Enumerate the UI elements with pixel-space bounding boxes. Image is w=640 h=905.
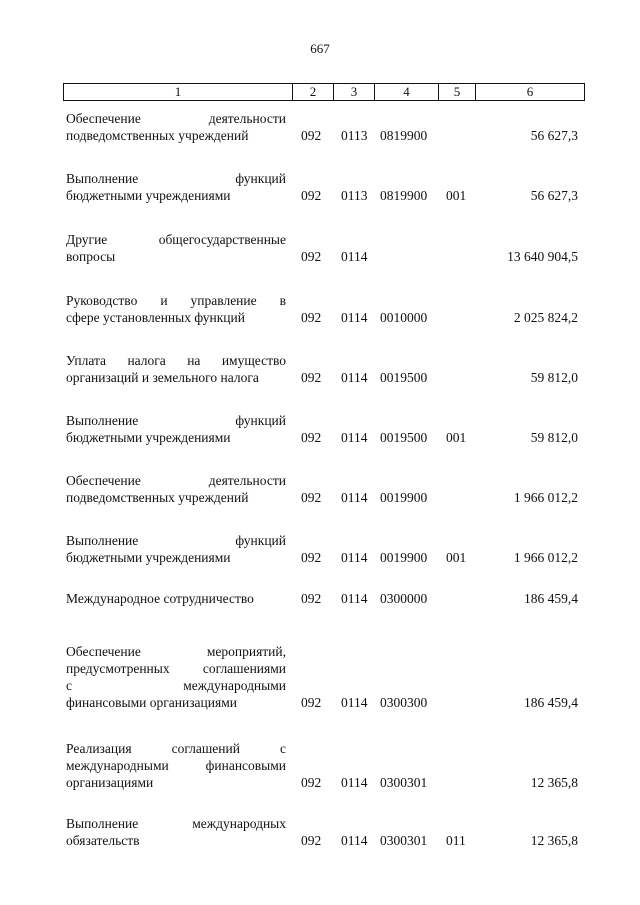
description-line: Другие общегосударственные <box>66 232 286 247</box>
cell-c6: 59 812,0 <box>530 430 578 445</box>
cell-c2: 092 <box>301 249 322 264</box>
description-line: бюджетными учреждениями <box>66 188 231 203</box>
cell-c6: 2 025 824,2 <box>513 310 578 325</box>
cell-c3: 0114 <box>341 249 368 264</box>
row-description <box>66 110 286 144</box>
description-line: Обеспечение деятельности <box>66 111 286 126</box>
cell-c6: 56 627,3 <box>530 128 578 143</box>
column-header-6: 6 <box>476 84 585 101</box>
cell-c3: 0114 <box>341 370 368 385</box>
row-description <box>66 170 286 204</box>
cell-c5: 011 <box>446 833 466 848</box>
cell-c5: 001 <box>446 188 467 203</box>
cell-c4: 0300000 <box>380 591 428 606</box>
cell-c6: 56 627,3 <box>530 188 578 203</box>
cell-c2: 092 <box>301 188 322 203</box>
row-description <box>66 532 286 566</box>
description-line: Выполнение функций <box>66 533 286 548</box>
cell-c3: 0114 <box>341 310 368 325</box>
cell-c2: 092 <box>301 370 322 385</box>
row-description <box>66 352 286 386</box>
cell-c2: 092 <box>301 128 322 143</box>
cell-c6: 13 640 904,5 <box>507 249 578 264</box>
description-line: подведомственных учреждений <box>66 128 249 143</box>
column-header-4: 4 <box>375 84 439 101</box>
cell-c4: 0300300 <box>380 695 428 710</box>
description-line: Реализация соглашений с <box>66 741 286 756</box>
cell-c2: 092 <box>301 310 322 325</box>
column-header-3: 3 <box>334 84 375 101</box>
row-description <box>66 472 286 506</box>
cell-c4: 0010000 <box>380 310 428 325</box>
cell-c2: 092 <box>301 490 322 505</box>
page-number: 667 <box>310 41 330 56</box>
cell-c4: 0019900 <box>380 550 428 565</box>
cell-c2: 092 <box>301 833 322 848</box>
description-line: сфере установленных функций <box>66 310 245 325</box>
description-line: Международное сотрудничество <box>66 591 254 606</box>
cell-c3: 0113 <box>341 188 368 203</box>
description-line: Выполнение функций <box>66 171 286 186</box>
cell-c2: 092 <box>301 591 322 606</box>
cell-c3: 0114 <box>341 695 368 710</box>
cell-c3: 0114 <box>341 591 368 606</box>
cell-c3: 0113 <box>341 128 368 143</box>
description-line: организациями <box>66 775 154 790</box>
description-line: Выполнение функций <box>66 413 286 428</box>
cell-c6: 1 966 012,2 <box>513 490 578 505</box>
description-line: Выполнение международных <box>66 816 286 831</box>
cell-c6: 59 812,0 <box>530 370 578 385</box>
description-line: финансовыми организациями <box>66 695 237 710</box>
description-line: подведомственных учреждений <box>66 490 249 505</box>
cell-c5: 001 <box>446 550 467 565</box>
cell-c6: 1 966 012,2 <box>513 550 578 565</box>
description-line: бюджетными учреждениями <box>66 550 231 565</box>
row-description <box>66 740 286 791</box>
cell-c2: 092 <box>301 775 322 790</box>
description-line: с международными <box>66 678 286 693</box>
column-header-5: 5 <box>439 84 476 101</box>
row-description <box>66 412 286 446</box>
cell-c6: 12 365,8 <box>530 833 578 848</box>
cell-c4: 0300301 <box>380 775 428 790</box>
cell-c2: 092 <box>301 430 322 445</box>
cell-c3: 0114 <box>341 550 368 565</box>
cell-c2: 092 <box>301 550 322 565</box>
cell-c5: 001 <box>446 430 467 445</box>
description-line: организаций и земельного налога <box>66 370 259 385</box>
description-line: международными финансовыми <box>66 758 286 773</box>
cell-c6: 186 459,4 <box>524 591 578 606</box>
description-line: бюджетными учреждениями <box>66 430 231 445</box>
cell-c6: 12 365,8 <box>530 775 578 790</box>
cell-c2: 092 <box>301 695 322 710</box>
description-line: обязательств <box>66 833 140 848</box>
description-line: вопросы <box>66 249 116 264</box>
cell-c6: 186 459,4 <box>524 695 578 710</box>
cell-c3: 0114 <box>341 775 368 790</box>
cell-c4: 0819900 <box>380 128 428 143</box>
description-line: Обеспечение деятельности <box>66 473 286 488</box>
description-line: Обеспечение мероприятий, <box>66 644 286 659</box>
row-description <box>66 292 286 326</box>
cell-c4: 0019900 <box>380 490 428 505</box>
column-header-2: 2 <box>293 84 334 101</box>
cell-c3: 0114 <box>341 833 368 848</box>
row-description <box>66 231 286 265</box>
row-description <box>66 815 286 849</box>
cell-c4: 0300301 <box>380 833 428 848</box>
cell-c4: 0019500 <box>380 370 428 385</box>
column-header-1: 1 <box>64 84 293 101</box>
cell-c4: 0019500 <box>380 430 428 445</box>
cell-c4: 0819900 <box>380 188 428 203</box>
column-header-table <box>63 83 585 101</box>
description-line: предусмотренных соглашениями <box>66 661 286 676</box>
row-description <box>66 643 286 711</box>
cell-c3: 0114 <box>341 490 368 505</box>
cell-c3: 0114 <box>341 430 368 445</box>
row-description <box>66 590 286 607</box>
description-line: Уплата налога на имущество <box>66 353 286 368</box>
description-line: Руководство и управление в <box>66 293 286 308</box>
